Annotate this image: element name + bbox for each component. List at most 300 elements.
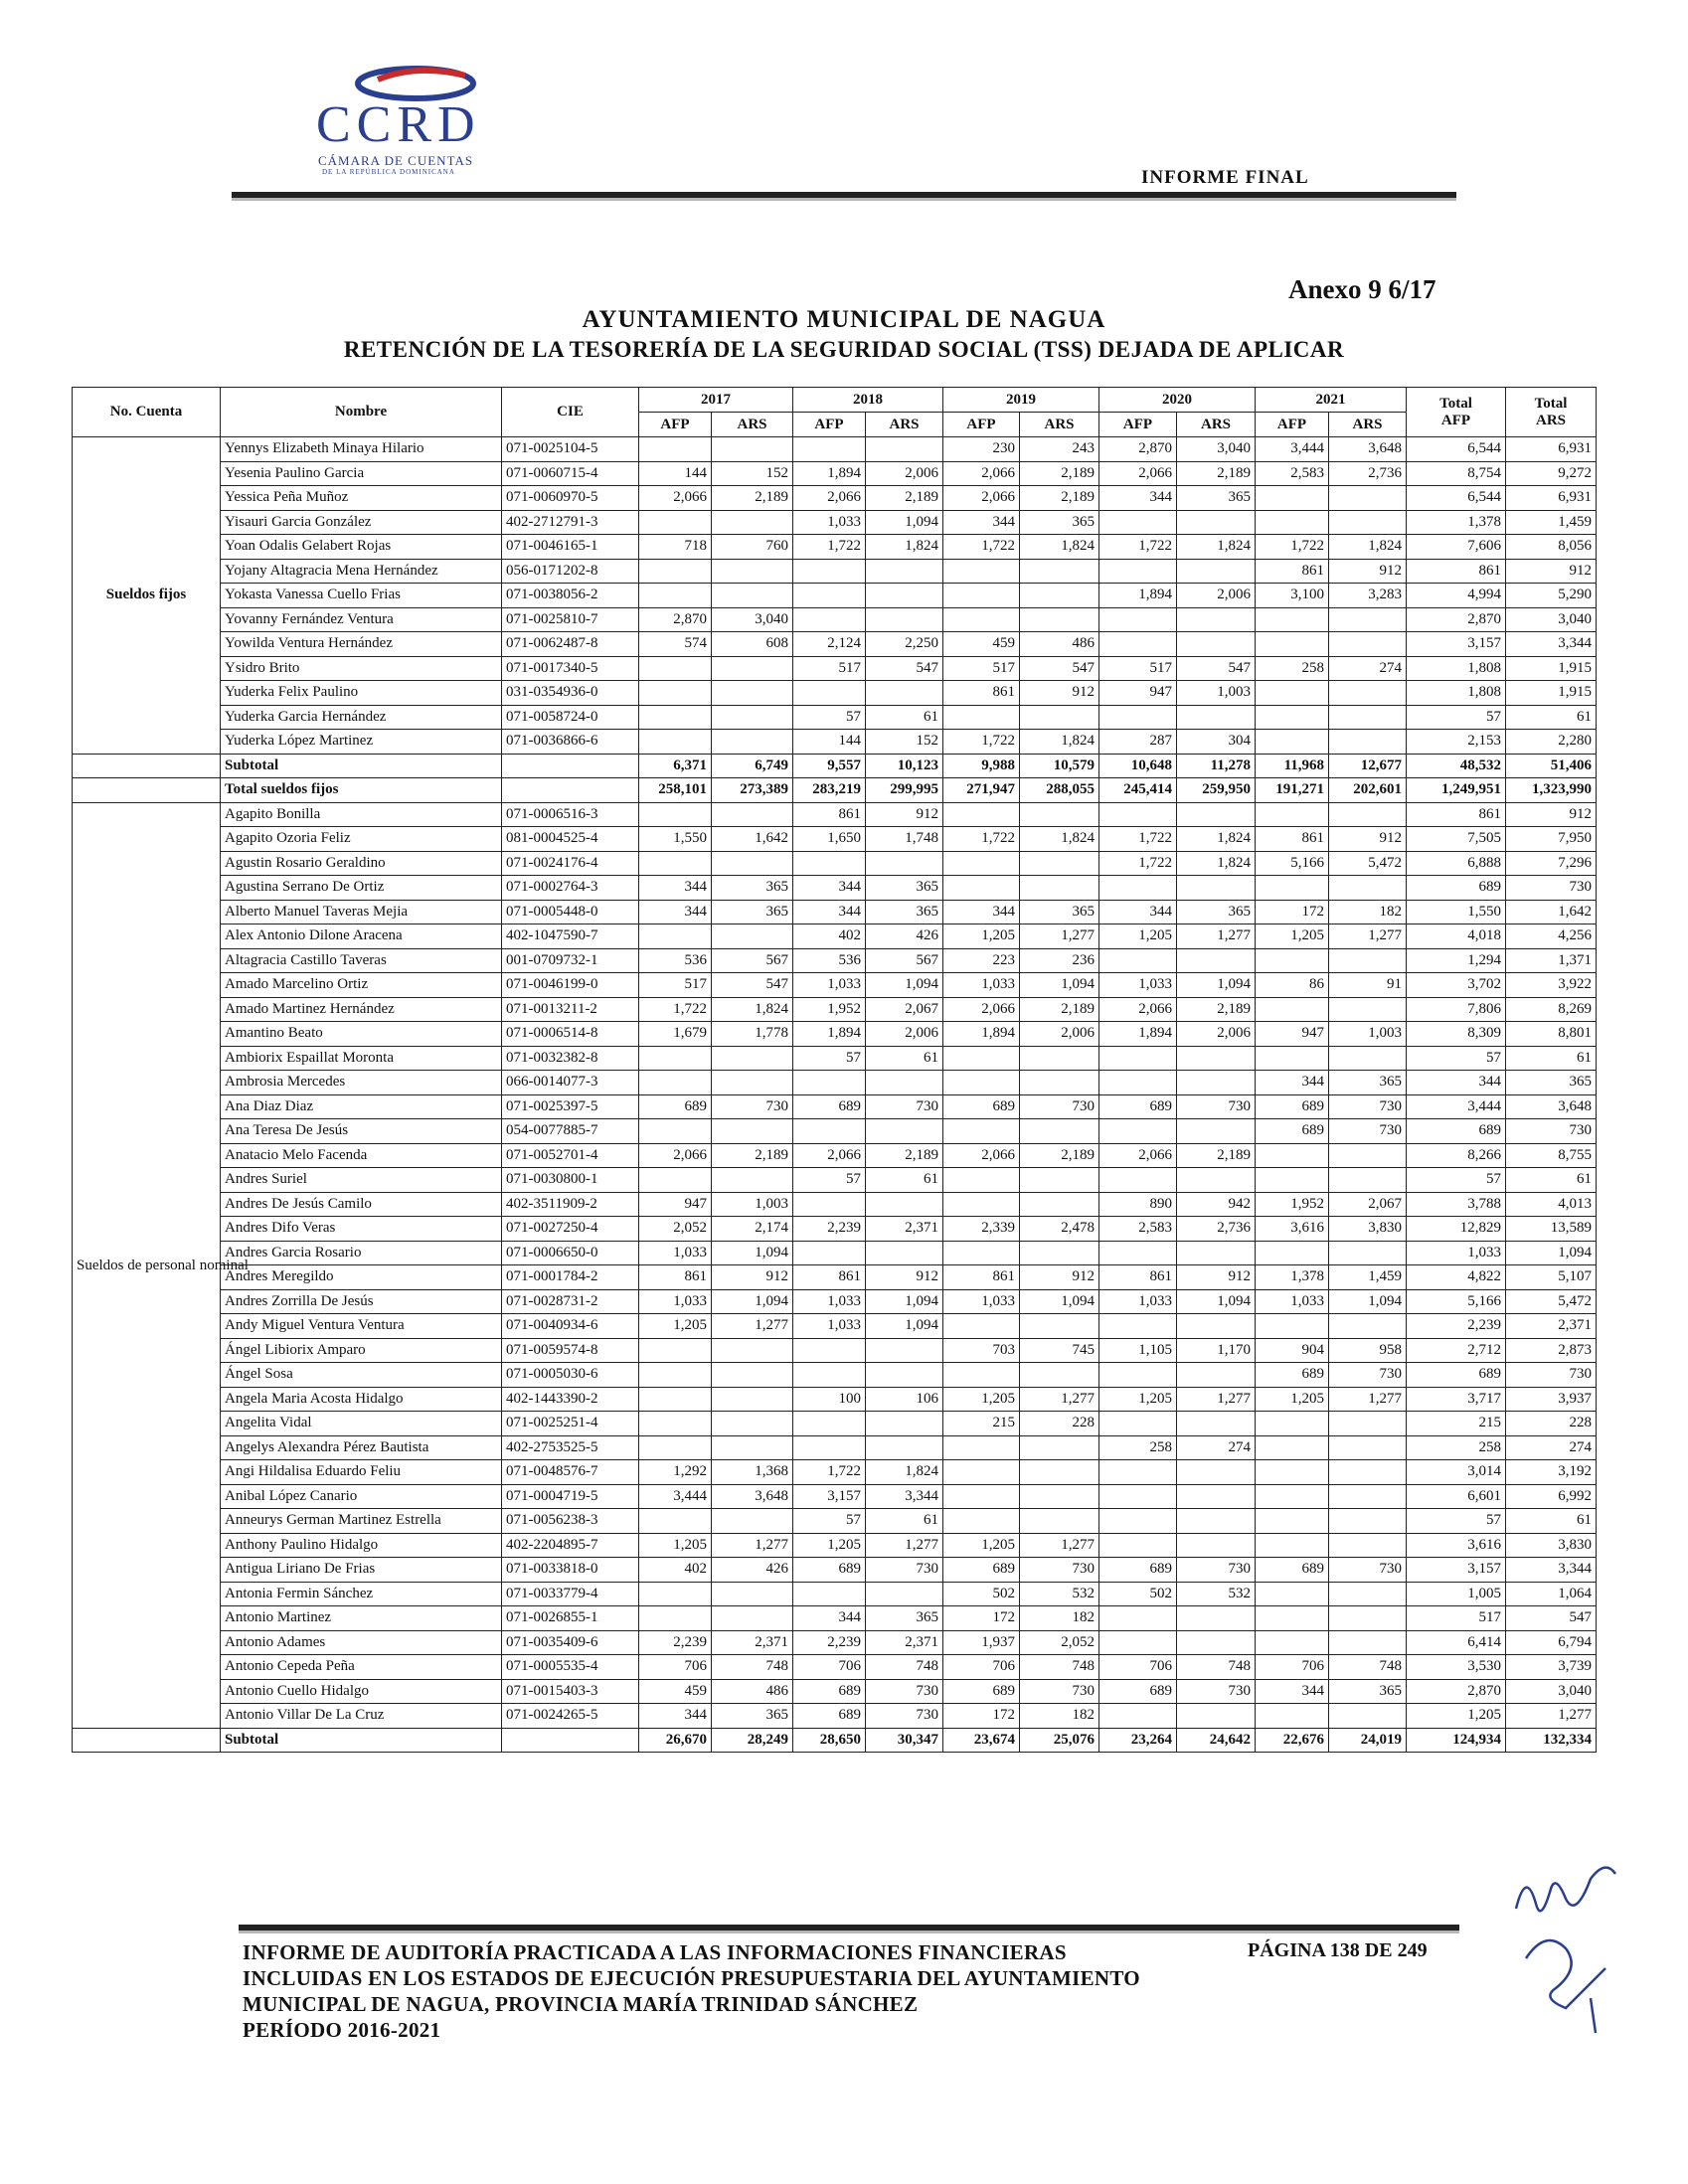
cie-value: 402-3511909-2	[502, 1192, 639, 1217]
amount-cell	[1177, 1363, 1256, 1388]
amount-cell	[1329, 1168, 1407, 1193]
amount-cell: 703	[943, 1338, 1020, 1363]
amount-cell	[1177, 559, 1256, 584]
amount-cell: 2,067	[1329, 1192, 1407, 1217]
amount-cell: 6,371	[639, 754, 712, 778]
amount-cell: 124,934	[1407, 1728, 1506, 1753]
amount-cell: 1,277	[1506, 1704, 1597, 1729]
amount-cell	[1256, 1484, 1329, 1509]
amount-cell	[866, 1338, 943, 1363]
amount-cell: 2,239	[1407, 1314, 1506, 1339]
amount-cell: 7,296	[1506, 851, 1597, 876]
amount-cell	[1177, 1314, 1256, 1339]
total-row	[73, 778, 1597, 803]
cie-value: 071-0030800-1	[502, 1168, 639, 1193]
table-row	[73, 1314, 1597, 1339]
amount-cell: 2,870	[639, 607, 712, 632]
amount-cell: 28,650	[793, 1728, 866, 1753]
amount-cell: 547	[712, 973, 793, 998]
amount-cell: 344	[1256, 1071, 1329, 1095]
amount-cell: 51,406	[1506, 754, 1597, 778]
amount-cell	[1177, 1704, 1256, 1729]
amount-cell: 2,066	[793, 1143, 866, 1168]
amount-cell	[639, 924, 712, 949]
header-afp: AFP	[1256, 413, 1329, 437]
amount-cell: 9,988	[943, 754, 1020, 778]
amount-cell: 3,157	[1407, 1558, 1506, 1583]
amount-cell	[712, 1168, 793, 1193]
amount-cell	[712, 802, 793, 827]
amount-cell: 1,915	[1506, 656, 1597, 681]
amount-cell	[1020, 876, 1099, 901]
amount-cell	[712, 510, 793, 535]
amount-cell	[639, 1168, 712, 1193]
amount-cell: 8,755	[1506, 1143, 1597, 1168]
amount-cell: 144	[639, 461, 712, 486]
footer-line: INFORME DE AUDITORÍA PRACTICADA A LAS INFORMACIONES FINANCIERAS	[243, 1940, 1067, 1964]
amount-cell: 1,778	[712, 1022, 793, 1047]
header-afp: AFP	[943, 413, 1020, 437]
amount-cell: 61	[866, 1509, 943, 1534]
amount-cell: 24,019	[1329, 1728, 1407, 1753]
amount-cell: 426	[712, 1558, 793, 1583]
header-total-afp: Total AFP	[1407, 388, 1506, 437]
amount-cell: 689	[943, 1094, 1020, 1119]
employee-name: Anneurys German Martinez Estrella	[221, 1509, 502, 1534]
amount-cell	[1256, 1435, 1329, 1460]
cie-value: 054-0077885-7	[502, 1119, 639, 1144]
amount-cell: 2,239	[793, 1217, 866, 1242]
table-row	[73, 1679, 1597, 1704]
amount-cell: 861	[793, 802, 866, 827]
amount-cell: 3,830	[1506, 1533, 1597, 1558]
amount-cell: 1,003	[1177, 681, 1256, 706]
amount-cell	[943, 851, 1020, 876]
amount-cell	[712, 705, 793, 730]
amount-cell: 912	[712, 1265, 793, 1290]
amount-cell	[639, 1606, 712, 1631]
amount-cell	[639, 681, 712, 706]
amount-cell	[943, 1484, 1020, 1509]
amount-cell: 748	[1177, 1655, 1256, 1680]
employee-name: Agustina Serrano De Ortiz	[221, 876, 502, 901]
employee-name: Ángel Sosa	[221, 1363, 502, 1388]
cie-value: 071-0002764-3	[502, 876, 639, 901]
amount-cell	[639, 1412, 712, 1436]
cie-value: 071-0026855-1	[502, 1606, 639, 1631]
amount-cell: 3,444	[1407, 1094, 1506, 1119]
amount-cell: 861	[1256, 559, 1329, 584]
amount-cell: 730	[1177, 1094, 1256, 1119]
table-row	[73, 1265, 1597, 1290]
employee-name: Yesenia Paulino Garcia	[221, 461, 502, 486]
header-divider	[232, 192, 1456, 201]
amount-cell: 3,717	[1407, 1387, 1506, 1412]
amount-cell	[943, 1241, 1020, 1265]
account-cell	[73, 778, 221, 803]
amount-cell: 1,323,990	[1506, 778, 1597, 803]
amount-cell: 2,006	[1020, 1022, 1099, 1047]
amount-cell	[639, 559, 712, 584]
amount-cell: 10,123	[866, 754, 943, 778]
table-row	[73, 1094, 1597, 1119]
amount-cell	[1256, 1606, 1329, 1631]
amount-cell: 344	[1407, 1071, 1506, 1095]
amount-cell: 1,033	[1099, 973, 1177, 998]
table-row	[73, 948, 1597, 973]
amount-cell: 2,478	[1020, 1217, 1099, 1242]
page-subtitle: RETENCIÓN DE LA TESORERÍA DE LA SEGURIDAD SOCIAL (TSS) DEJADA DE APLICAR	[343, 337, 1345, 362]
amount-cell: 1,033	[943, 973, 1020, 998]
amount-cell	[866, 851, 943, 876]
amount-cell: 344	[639, 900, 712, 924]
amount-cell: 689	[1407, 1119, 1506, 1144]
amount-cell	[943, 607, 1020, 632]
amount-cell: 2,250	[866, 632, 943, 657]
amount-cell: 730	[1177, 1558, 1256, 1583]
amount-cell: 547	[866, 656, 943, 681]
amount-cell: 3,040	[1177, 437, 1256, 462]
amount-cell: 1,205	[1256, 1387, 1329, 1412]
amount-cell: 1,277	[1177, 924, 1256, 949]
amount-cell	[1177, 632, 1256, 657]
cie-value: 081-0004525-4	[502, 827, 639, 852]
amount-cell	[1177, 1484, 1256, 1509]
table-body	[73, 437, 1597, 1753]
amount-cell	[866, 1192, 943, 1217]
amount-cell	[1329, 1509, 1407, 1534]
amount-cell	[1329, 1143, 1407, 1168]
table-row	[73, 1582, 1597, 1606]
cie-value: 071-0005448-0	[502, 900, 639, 924]
amount-cell: 3,530	[1407, 1655, 1506, 1680]
amount-cell: 1,722	[1256, 535, 1329, 560]
amount-cell	[943, 1192, 1020, 1217]
amount-cell: 2,189	[1177, 1143, 1256, 1168]
amount-cell	[712, 584, 793, 608]
amount-cell: 5,290	[1506, 584, 1597, 608]
employee-name: Antonio Cuello Hidalgo	[221, 1679, 502, 1704]
amount-cell: 365	[712, 1704, 793, 1729]
amount-cell: 2,052	[639, 1217, 712, 1242]
amount-cell	[866, 681, 943, 706]
amount-cell: 1,277	[712, 1314, 793, 1339]
amount-cell	[793, 1435, 866, 1460]
amount-cell	[1020, 1192, 1099, 1217]
amount-cell	[1329, 1630, 1407, 1655]
amount-cell: 6,931	[1506, 486, 1597, 511]
amount-cell	[1329, 1606, 1407, 1631]
amount-cell: 57	[1407, 1046, 1506, 1071]
header-ars: ARS	[1020, 413, 1099, 437]
table-row	[73, 1558, 1597, 1583]
amount-cell: 106	[866, 1387, 943, 1412]
amount-cell: 517	[1407, 1606, 1506, 1631]
amount-cell: 1,748	[866, 827, 943, 852]
amount-cell: 57	[1407, 705, 1506, 730]
cie-value: 071-0060715-4	[502, 461, 639, 486]
employee-name: Ana Diaz Diaz	[221, 1094, 502, 1119]
amount-cell: 10,648	[1099, 754, 1177, 778]
employee-name: Altagracia Castillo Taveras	[221, 948, 502, 973]
amount-cell: 215	[943, 1412, 1020, 1436]
cie-value: 071-0046199-0	[502, 973, 639, 998]
employee-name: Anibal López Canario	[221, 1484, 502, 1509]
table-row	[73, 1484, 1597, 1509]
amount-cell: 23,264	[1099, 1728, 1177, 1753]
cie-value: 071-0006514-8	[502, 1022, 639, 1047]
amount-cell: 6,601	[1407, 1484, 1506, 1509]
amount-cell	[1329, 1412, 1407, 1436]
amount-cell	[1256, 730, 1329, 755]
amount-cell: 706	[1256, 1655, 1329, 1680]
amount-cell: 1,094	[1020, 1289, 1099, 1314]
amount-cell: 1,105	[1099, 1338, 1177, 1363]
amount-cell: 1,294	[1407, 948, 1506, 973]
employee-name: Andres Meregildo	[221, 1265, 502, 1290]
amount-cell	[1177, 705, 1256, 730]
amount-cell: 1,894	[793, 1022, 866, 1047]
amount-cell	[1329, 486, 1407, 511]
amount-cell	[712, 1509, 793, 1534]
amount-cell	[1020, 1314, 1099, 1339]
amount-cell	[1256, 1241, 1329, 1265]
amount-cell: 22,676	[1256, 1728, 1329, 1753]
amount-cell: 100	[793, 1387, 866, 1412]
amount-cell: 4,018	[1407, 924, 1506, 949]
amount-cell: 2,189	[1020, 1143, 1099, 1168]
amount-cell: 689	[793, 1094, 866, 1119]
amount-cell: 48,532	[1407, 754, 1506, 778]
table-row	[73, 1363, 1597, 1388]
amount-cell: 365	[1020, 900, 1099, 924]
amount-cell: 61	[1506, 705, 1597, 730]
amount-cell	[1099, 1704, 1177, 1729]
amount-cell: 689	[1256, 1094, 1329, 1119]
amount-cell: 1,064	[1506, 1582, 1597, 1606]
amount-cell	[1256, 1533, 1329, 1558]
amount-cell: 230	[943, 437, 1020, 462]
amount-cell: 1,094	[866, 1289, 943, 1314]
amount-cell	[793, 1241, 866, 1265]
amount-cell: 2,066	[639, 1143, 712, 1168]
amount-cell: 1,277	[866, 1533, 943, 1558]
amount-cell: 30,347	[866, 1728, 943, 1753]
amount-cell: 1,094	[712, 1241, 793, 1265]
amount-cell: 1,824	[712, 997, 793, 1022]
amount-cell: 402	[793, 924, 866, 949]
amount-cell: 3,702	[1407, 973, 1506, 998]
amount-cell: 1,205	[943, 1387, 1020, 1412]
amount-cell: 3,739	[1506, 1655, 1597, 1680]
amount-cell: 3,830	[1329, 1217, 1407, 1242]
employee-name: Agapito Bonilla	[221, 802, 502, 827]
table-row	[73, 997, 1597, 1022]
amount-cell: 3,040	[1506, 1679, 1597, 1704]
table-row	[73, 827, 1597, 852]
amount-cell	[1099, 1484, 1177, 1509]
amount-cell	[793, 1363, 866, 1388]
amount-cell: 228	[1020, 1412, 1099, 1436]
cie-value: 071-0015403-3	[502, 1679, 639, 1704]
amount-cell: 3,283	[1329, 584, 1407, 608]
amount-cell: 1,094	[866, 1314, 943, 1339]
amount-cell: 1,205	[639, 1314, 712, 1339]
amount-cell: 57	[793, 705, 866, 730]
amount-cell	[1177, 1046, 1256, 1071]
amount-cell: 1,378	[1407, 510, 1506, 535]
amount-cell: 958	[1329, 1338, 1407, 1363]
amount-cell: 182	[1020, 1606, 1099, 1631]
amount-cell	[1177, 1412, 1256, 1436]
employee-name: Ángel Libiorix Amparo	[221, 1338, 502, 1363]
amount-cell: 3,444	[1256, 437, 1329, 462]
amount-cell: 730	[1020, 1558, 1099, 1583]
amount-cell: 532	[1020, 1582, 1099, 1606]
employee-name: Ana Teresa De Jesús	[221, 1119, 502, 1144]
header-year: 2018	[793, 388, 943, 413]
amount-cell: 344	[639, 1704, 712, 1729]
amount-cell: 730	[1329, 1119, 1407, 1144]
table-row	[73, 730, 1597, 755]
amount-cell: 689	[943, 1558, 1020, 1583]
amount-cell: 1,722	[639, 997, 712, 1022]
cie-value	[502, 778, 639, 803]
amount-cell: 6,544	[1407, 437, 1506, 462]
amount-cell	[1329, 1435, 1407, 1460]
amount-cell	[1099, 1460, 1177, 1485]
employee-name: Total sueldos fijos	[221, 778, 502, 803]
amount-cell	[639, 656, 712, 681]
amount-cell	[1177, 607, 1256, 632]
amount-cell	[639, 584, 712, 608]
amount-cell: 1,550	[639, 827, 712, 852]
amount-cell: 1,722	[943, 827, 1020, 852]
cie-value: 071-0059574-8	[502, 1338, 639, 1363]
amount-cell: 1,952	[1256, 1192, 1329, 1217]
employee-name: Yoan Odalis Gelabert Rojas	[221, 535, 502, 560]
amount-cell: 365	[712, 900, 793, 924]
amount-cell: 12,677	[1329, 754, 1407, 778]
amount-cell	[943, 584, 1020, 608]
report-title: INFORME FINAL	[1141, 167, 1309, 188]
amount-cell	[943, 705, 1020, 730]
amount-cell: 1,205	[1256, 924, 1329, 949]
amount-cell: 1,722	[1099, 535, 1177, 560]
amount-cell	[1329, 1460, 1407, 1485]
cie-value: 071-0033779-4	[502, 1582, 639, 1606]
cie-value: 071-0056238-3	[502, 1509, 639, 1534]
cie-value: 071-0001784-2	[502, 1265, 639, 1290]
table-row	[73, 1241, 1597, 1265]
amount-cell	[1020, 1460, 1099, 1485]
employee-name: Yessica Peña Muñoz	[221, 486, 502, 511]
amount-cell: 5,166	[1407, 1289, 1506, 1314]
employee-name: Andres Suriel	[221, 1168, 502, 1193]
amount-cell	[712, 656, 793, 681]
amount-cell: 2,174	[712, 1217, 793, 1242]
amount-cell: 459	[639, 1679, 712, 1704]
amount-cell	[943, 1119, 1020, 1144]
amount-cell: 1,205	[943, 924, 1020, 949]
table-row	[73, 486, 1597, 511]
amount-cell: 3,344	[1506, 1558, 1597, 1583]
amount-cell	[639, 1363, 712, 1388]
amount-cell: 718	[639, 535, 712, 560]
amount-cell	[793, 1071, 866, 1095]
amount-cell: 904	[1256, 1338, 1329, 1363]
amount-cell	[1329, 1046, 1407, 1071]
amount-cell	[1099, 632, 1177, 657]
amount-cell: 1,642	[1506, 900, 1597, 924]
amount-cell	[1099, 607, 1177, 632]
amount-cell: 608	[712, 632, 793, 657]
amount-cell: 912	[866, 1265, 943, 1290]
amount-cell: 2,371	[866, 1630, 943, 1655]
table-row	[73, 924, 1597, 949]
amount-cell	[1099, 1241, 1177, 1265]
amount-cell: 1,094	[1506, 1241, 1597, 1265]
employee-name: Andres Garcia Rosario	[221, 1241, 502, 1265]
table-row	[73, 1460, 1597, 1485]
amount-cell: 547	[1177, 656, 1256, 681]
employee-name: Angelita Vidal	[221, 1412, 502, 1436]
amount-cell: 3,040	[1506, 607, 1597, 632]
amount-cell	[1329, 1533, 1407, 1558]
amount-cell: 1,003	[1329, 1022, 1407, 1047]
amount-cell: 236	[1020, 948, 1099, 973]
amount-cell: 1,371	[1506, 948, 1597, 973]
amount-cell	[1329, 802, 1407, 827]
amount-cell: 365	[1177, 900, 1256, 924]
amount-cell: 283,219	[793, 778, 866, 803]
amount-cell	[1256, 997, 1329, 1022]
amount-cell	[712, 851, 793, 876]
amount-cell	[712, 1606, 793, 1631]
employee-name: Andres Difo Veras	[221, 1217, 502, 1242]
amount-cell: 365	[866, 876, 943, 901]
amount-cell: 1,894	[943, 1022, 1020, 1047]
amount-cell	[639, 1582, 712, 1606]
table-row	[73, 1606, 1597, 1631]
amount-cell	[712, 1119, 793, 1144]
amount-cell: 3,616	[1256, 1217, 1329, 1242]
amount-cell: 1,642	[712, 827, 793, 852]
footer-line: INCLUIDAS EN LOS ESTADOS DE EJECUCIÓN PRESUPUESTARIA DEL AYUNTAMIENTO	[243, 1966, 1140, 1990]
amount-cell: 1,722	[1099, 827, 1177, 852]
amount-cell	[1256, 1582, 1329, 1606]
amount-cell: 57	[1407, 1168, 1506, 1193]
cie-value: 071-0006516-3	[502, 802, 639, 827]
amount-cell	[1020, 1119, 1099, 1144]
amount-cell: 3,100	[1256, 584, 1329, 608]
cie-value: 071-0005535-4	[502, 1655, 639, 1680]
amount-cell	[1256, 607, 1329, 632]
amount-cell	[1099, 559, 1177, 584]
amount-cell	[793, 559, 866, 584]
amount-cell	[793, 851, 866, 876]
amount-cell: 6,992	[1506, 1484, 1597, 1509]
cie-value: 071-0027250-4	[502, 1217, 639, 1242]
amount-cell: 547	[1506, 1606, 1597, 1631]
amount-cell	[866, 1071, 943, 1095]
amount-cell: 365	[1020, 510, 1099, 535]
table-row	[73, 973, 1597, 998]
header-ars: ARS	[712, 413, 793, 437]
amount-cell: 1,824	[1177, 851, 1256, 876]
employee-name: Antonio Villar De La Cruz	[221, 1704, 502, 1729]
amount-cell: 304	[1177, 730, 1256, 755]
